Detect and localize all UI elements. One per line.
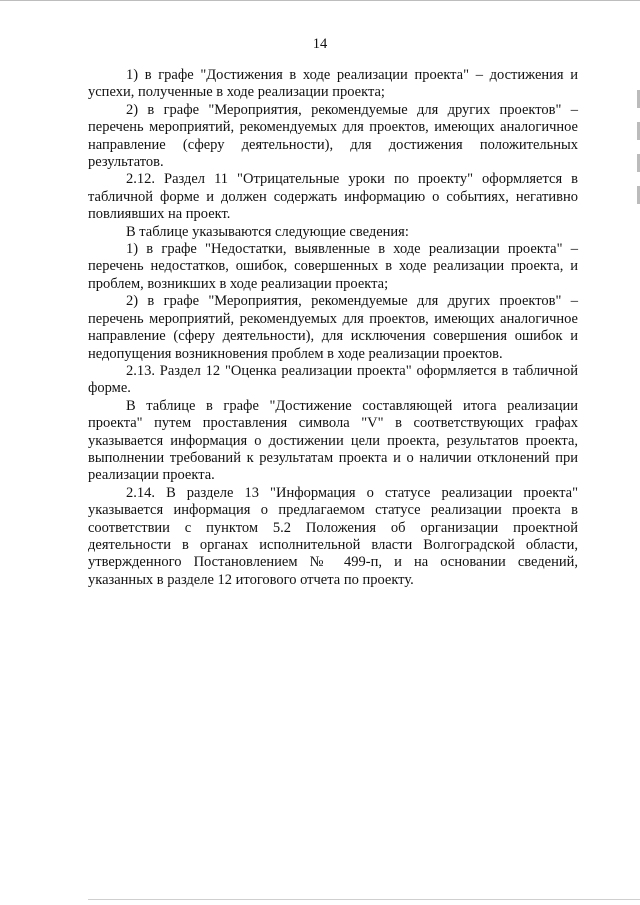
paragraph-graph-recommended-activities: 2) в графе "Мероприятия, рекомендуемые для других проектов" – перечень мероприятий, рекомендуемых для проектов, имеющих аналогичное направление (сферу деятельности), для достижения положительных результатов. <box>88 101 578 171</box>
scan-edge-marks <box>634 90 640 230</box>
paragraph-section-2-14: 2.14. В разделе 13 "Информация о статусе реализации проекта" указывается информация о предлагаемом статусе реализации проекта в соответствии с пунктом 5.2 Положения об организации проектной деятельности в органах исполнительной власти Волгоградской области, утвержденного Постановлением № 499-п, и на основании сведений, указанных в разделе 12 итогового отчета по проекту. <box>88 484 578 588</box>
paragraph-graph-achievements: 1) в графе "Достижения в ходе реализации проекта" – достижения и успехи, полученные в ходе реализации проекта; <box>88 67 578 101</box>
paragraph-graph-shortcomings: 1) в графе "Недостатки, выявленные в ходе реализации проекта" – перечень недостатков, ошибок, совершенных в ходе реализации проекта, и проблем, возникших в ходе реализации проекта; <box>88 241 578 292</box>
paragraph-table-info-intro: В таблице указываются следующие сведения: <box>126 223 409 240</box>
scan-top-edge <box>0 0 640 1</box>
paragraph-graph-recommended-activities-2: 2) в графе "Мероприятия, рекомендуемые для других проектов" – перечень мероприятий, рекомендуемых для проектов, имеющих аналогичное направление (сферу деятельности), для исключения совершения ошибок и недопущения возникновения проблем в ходе реализации проектов. <box>88 293 578 362</box>
paragraph-section-2-13: 2.13. Раздел 12 "Оценка реализации проекта" оформляется в табличной форме. <box>88 362 578 397</box>
paragraph-section-2-12: 2.12. Раздел 11 "Отрицательные уроки по проекту" оформляется в табличной форме и должен содержать информацию о событиях, негативно повлиявших на проект. <box>88 171 578 223</box>
paragraph-table-evaluation: В таблице в графе "Достижение составляющей итога реализации проекта" путем проставления символа "V" в соответствующих графах указывается информация о достижении цели проекта, результатов проекта, выполнении требований к результатам проекта и о наличии отклонений при реализации проекта. <box>88 397 578 484</box>
scan-bottom-edge <box>88 899 640 900</box>
document-body <box>88 67 578 589</box>
page-number: 14 <box>312 36 328 52</box>
